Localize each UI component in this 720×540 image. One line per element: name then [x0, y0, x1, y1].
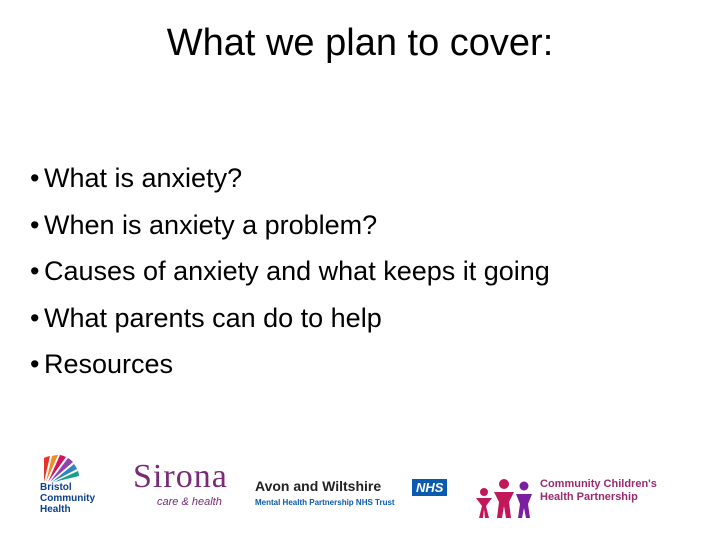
- fan-icon: [40, 452, 90, 484]
- sirona-word: irona: [152, 458, 228, 495]
- bch-line: Bristol: [40, 482, 72, 493]
- bullet-marker: •: [30, 302, 40, 333]
- nhs-badge: NHS: [412, 479, 447, 496]
- bullet-list: [30, 155, 550, 388]
- bullet-item: [30, 295, 550, 342]
- bullet-text: What is anxiety?: [44, 163, 243, 193]
- bullet-item: [30, 202, 550, 249]
- bullet-marker: •: [30, 209, 40, 240]
- sirona-initial: S: [133, 458, 153, 495]
- bullet-text: When is anxiety a problem?: [44, 209, 378, 240]
- bullet-item: [30, 155, 550, 202]
- bch-text: [40, 482, 95, 515]
- sirona-tagline: care & health: [157, 496, 222, 508]
- family-figures-icon: [472, 476, 538, 520]
- awp-subtitle: Mental Health Partnership NHS Trust: [255, 498, 395, 507]
- bullet-marker: •: [30, 256, 40, 286]
- cchp-text: [540, 478, 657, 504]
- bch-line: Community: [40, 493, 95, 504]
- bullet-text: What parents can do to help: [44, 302, 382, 333]
- bch-line: Health: [40, 504, 71, 515]
- cchp-line: Community Children's: [540, 478, 657, 490]
- bullet-item: [30, 341, 550, 388]
- sirona-wordmark: [133, 458, 228, 496]
- partner-logos: [0, 440, 720, 540]
- bullet-text: Causes of anxiety and what keeps it going: [44, 256, 550, 286]
- cchp-line: Health Partnership: [540, 491, 638, 503]
- sirona-logo: [125, 456, 235, 516]
- avon-wiltshire-logo: [255, 478, 465, 518]
- bullet-item: [30, 248, 550, 295]
- cchp-logo: [472, 476, 672, 522]
- bullet-marker: •: [30, 163, 40, 193]
- bristol-community-health-logo: [40, 452, 110, 522]
- bullet-marker: •: [30, 349, 40, 379]
- awp-name: Avon and Wiltshire: [255, 478, 382, 494]
- bullet-text: Resources: [44, 349, 174, 379]
- slide-title: What we plan to cover:: [166, 22, 554, 64]
